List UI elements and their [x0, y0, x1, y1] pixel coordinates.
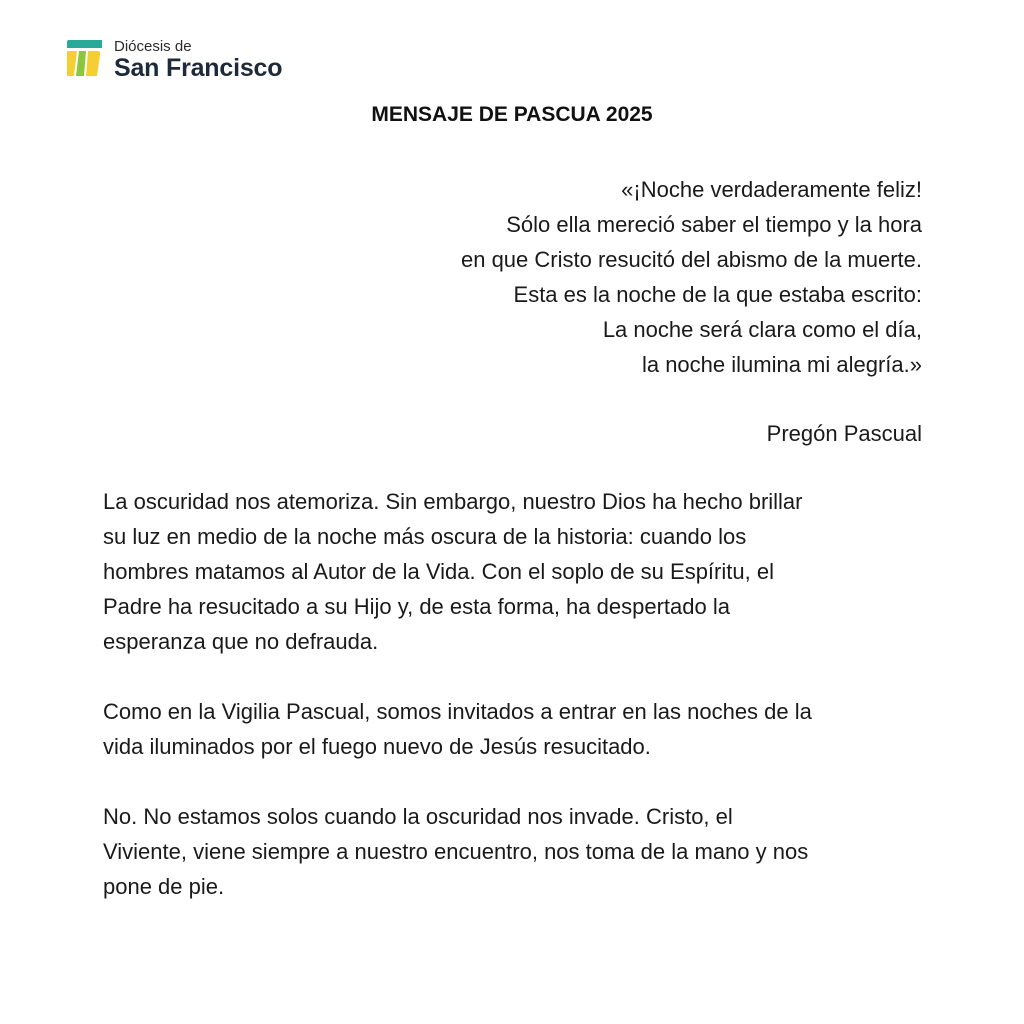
- quote-line: La noche será clara como el día,: [602, 317, 922, 342]
- quote-line: Esta es la noche de la que estaba escrito:: [513, 282, 922, 307]
- quote-line: la noche ilumina mi alegría.»: [641, 352, 922, 377]
- logo-text: [114, 38, 282, 81]
- message-body: [103, 484, 923, 939]
- paragraph: [103, 484, 923, 659]
- paragraph-line: Como en la Vigilia Pascual, somos invitados a entrar en las noches de la: [103, 699, 812, 724]
- easter-quote: [461, 172, 922, 382]
- diocese-logo: [64, 38, 282, 81]
- quote-source: Pregón Pascual: [766, 421, 922, 446]
- paragraph-line: esperanza que no defrauda.: [103, 629, 379, 654]
- logo-subtitle: Diócesis de: [114, 38, 192, 55]
- paragraph-line: Padre ha resucitado a su Hijo y, de esta forma, ha despertado la: [103, 594, 730, 619]
- paragraph: [103, 694, 923, 764]
- paragraph-line: su luz en medio de la noche más oscura de la historia: cuando los: [103, 524, 747, 549]
- paragraph-line: No. No estamos solos cuando la oscuridad nos invade. Cristo, el: [103, 804, 733, 829]
- paragraph-line: pone de pie.: [103, 874, 225, 899]
- diocese-logo-icon: [64, 38, 104, 78]
- paragraph-line: vida iluminados por el fuego nuevo de Jesús resucitado.: [103, 734, 651, 759]
- logo-title: San Francisco: [114, 54, 283, 82]
- paragraph-line: Viviente, viene siempre a nuestro encuentro, nos toma de la mano y nos: [103, 839, 809, 864]
- paragraph: [103, 799, 923, 904]
- quote-line: en que Cristo resucitó del abismo de la muerte.: [460, 247, 922, 272]
- paragraph-line: La oscuridad nos atemoriza. Sin embargo, nuestro Dios ha hecho brillar: [103, 489, 803, 514]
- quote-line: Sólo ella mereció saber el tiempo y la hora: [506, 212, 922, 237]
- page-title: MENSAJE DE PASCUA 2025: [371, 103, 653, 126]
- quote-line: «¡Noche verdaderamente feliz!: [621, 177, 922, 202]
- paragraph-line: hombres matamos al Autor de la Vida. Con el soplo de su Espíritu, el: [103, 559, 774, 584]
